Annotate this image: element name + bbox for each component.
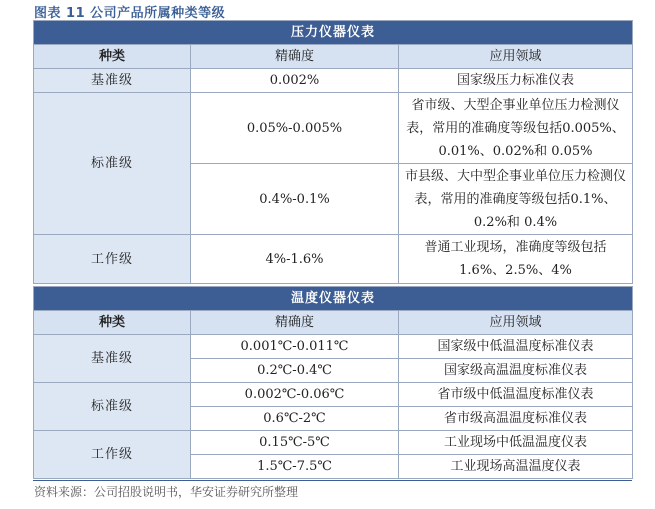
accuracy-cell: 1.5℃-7.5℃ bbox=[191, 455, 399, 479]
table-row bbox=[34, 431, 633, 455]
table-bottom-rule bbox=[33, 480, 632, 481]
table-row bbox=[34, 335, 633, 359]
header-application: 应用领域 bbox=[399, 311, 633, 335]
application-cell: 省市级中低温温度标准仪表 bbox=[399, 383, 633, 407]
accuracy-cell: 0.002% bbox=[191, 69, 399, 93]
application-cell: 省市级、大型企事业单位压力检测仪表，常用的准确度等级包括0.005%、0.01%、0.02%和 0.05% bbox=[399, 93, 633, 164]
accuracy-cell: 0.6℃-2℃ bbox=[191, 407, 399, 431]
accuracy-cell: 0.2℃-0.4℃ bbox=[191, 359, 399, 383]
header-category: 种类 bbox=[34, 45, 191, 69]
accuracy-cell: 4%-1.6% bbox=[191, 235, 399, 284]
header-accuracy: 精确度 bbox=[191, 311, 399, 335]
table-row bbox=[34, 235, 633, 284]
accuracy-cell: 0.15℃-5℃ bbox=[191, 431, 399, 455]
application-cell: 市县级、大中型企事业单位压力检测仪表，常用的准确度等级包括0.1%、0.2%和 0.4% bbox=[399, 164, 633, 235]
application-cell: 省市级高温温度标准仪表 bbox=[399, 407, 633, 431]
pressure-table bbox=[33, 20, 633, 284]
application-cell: 工业现场高温温度仪表 bbox=[399, 455, 633, 479]
accuracy-cell: 0.4%-0.1% bbox=[191, 164, 399, 235]
category-cell: 基准级 bbox=[34, 335, 191, 383]
application-cell: 国家级压力标准仪表 bbox=[399, 69, 633, 93]
accuracy-cell: 0.05%-0.005% bbox=[191, 93, 399, 164]
temperature-section-title: 温度仪器仪表 bbox=[34, 287, 633, 311]
accuracy-cell: 0.001℃-0.011℃ bbox=[191, 335, 399, 359]
application-cell: 国家级中低温温度标准仪表 bbox=[399, 335, 633, 359]
application-cell: 普通工业现场，准确度等级包括1.6%、2.5%、4% bbox=[399, 235, 633, 284]
category-cell: 基准级 bbox=[34, 69, 191, 93]
header-category: 种类 bbox=[34, 311, 191, 335]
figure-title: 图表 11 公司产品所属种类等级 bbox=[34, 6, 226, 21]
header-accuracy: 精确度 bbox=[191, 45, 399, 69]
pressure-section-title: 压力仪器仪表 bbox=[34, 21, 633, 45]
table-row bbox=[34, 69, 633, 93]
source-note: 资料来源：公司招股说明书，华安证券研究所整理 bbox=[34, 485, 299, 499]
header-application: 应用领域 bbox=[399, 45, 633, 69]
category-cell: 标准级 bbox=[34, 93, 191, 235]
application-cell: 国家级高温温度标准仪表 bbox=[399, 359, 633, 383]
table-row bbox=[34, 93, 633, 164]
application-cell: 工业现场中低温温度仪表 bbox=[399, 431, 633, 455]
category-cell: 工作级 bbox=[34, 431, 191, 479]
table-row bbox=[34, 383, 633, 407]
category-cell: 工作级 bbox=[34, 235, 191, 284]
category-cell: 标准级 bbox=[34, 383, 191, 431]
accuracy-cell: 0.002℃-0.06℃ bbox=[191, 383, 399, 407]
temperature-table bbox=[33, 286, 633, 479]
